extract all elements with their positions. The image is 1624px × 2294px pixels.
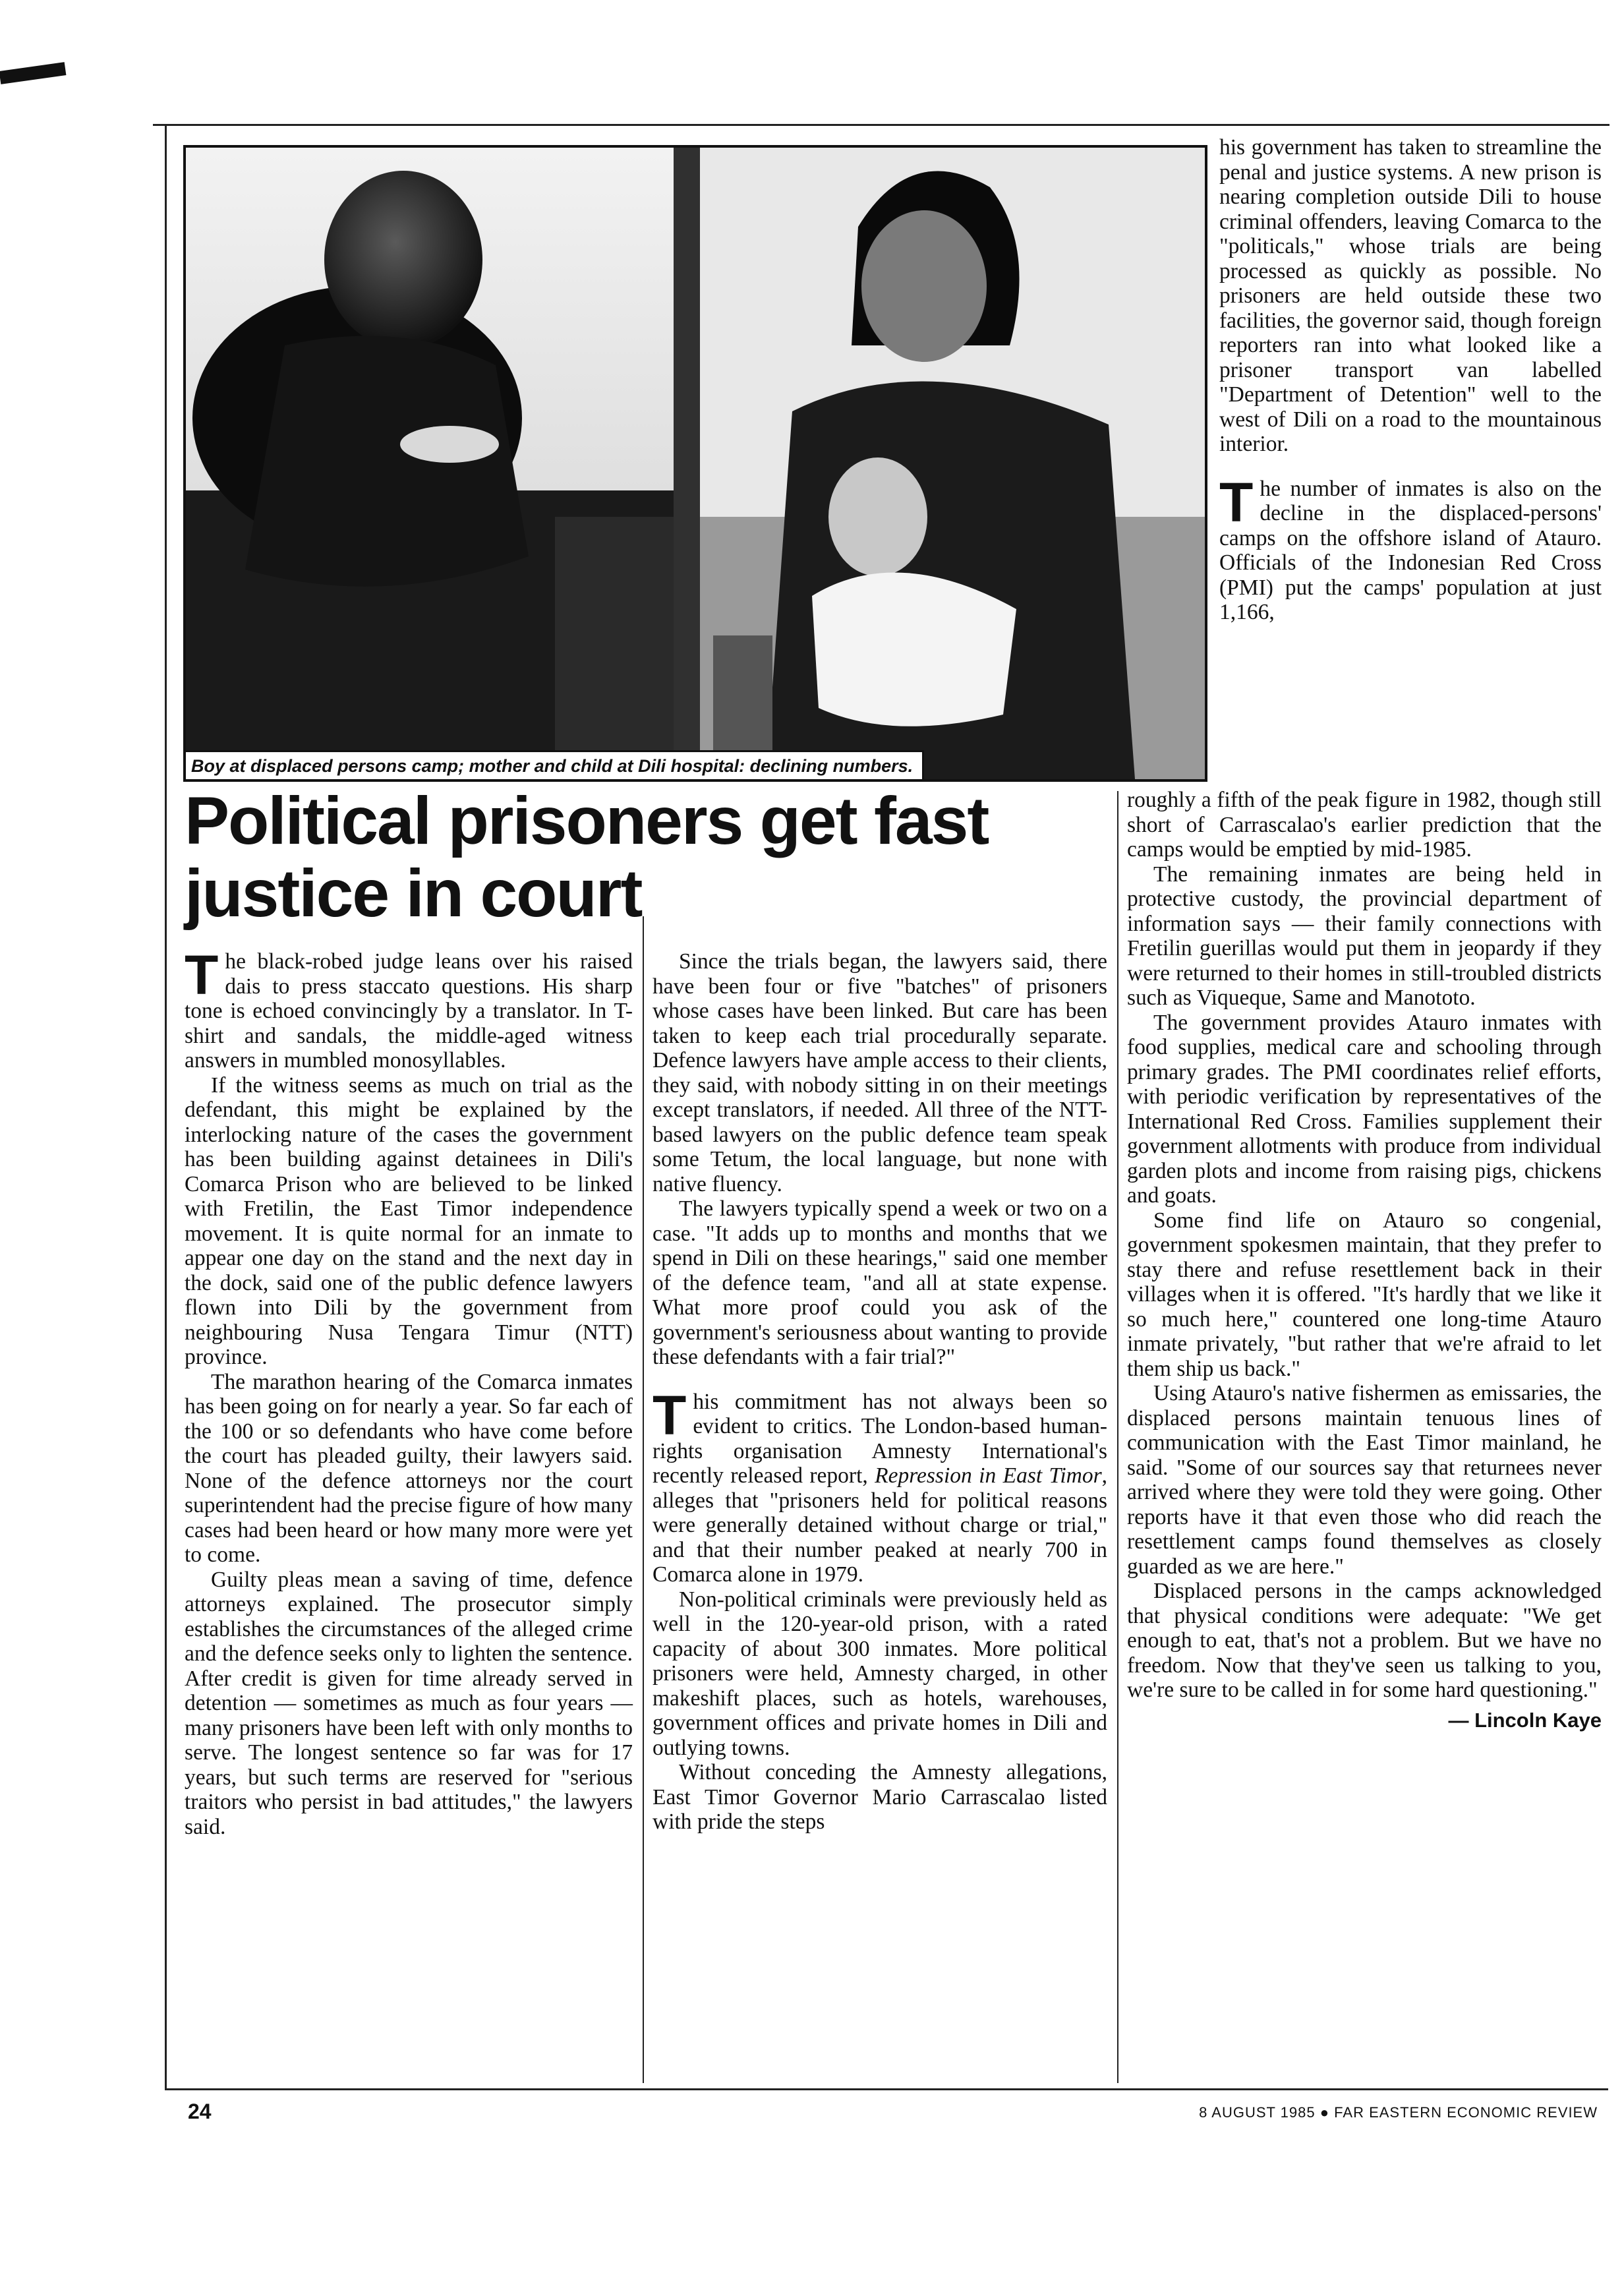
paragraph: Guilty pleas mean a saving of time, defence attorneys explained. The prosecutor simply establishes the circumstances of the alleged crime and the defence seeks only to lighten the sentence. After credit is given for time already served in detention — sometimes as much as four years — many prisoners have been left with only months to serve. The longest sentence so far was for 17 years, but such terms are reserved for "serious traitors who persist in bad attitudes," the lawyers said.	[185, 1567, 633, 1839]
paragraph-text: he number of inmates is also on the decline in the displaced-persons' camps on the offshore island of Atauro. Officials of the Indonesian Red Cross (PMI) put the camps' population at just 1,166,	[1219, 476, 1602, 624]
drop-cap: T	[652, 1384, 687, 1446]
byline: — Lincoln Kaye	[1448, 1708, 1602, 1732]
headline: Political prisoners get fast justice in court	[185, 783, 989, 931]
column-3-bottom	[1127, 788, 1602, 1732]
publication-name: FAR EASTERN ECONOMIC REVIEW	[1334, 2104, 1598, 2121]
report-title: Repression in East Timor	[875, 1463, 1102, 1488]
bottom-rule	[165, 2088, 1608, 2090]
page-number: 24	[188, 2100, 212, 2123]
paragraph: roughly a fifth of the peak figure in 1982, though still short of Carrascalao's earlier prediction that the camps would be emptied by mid-1985.	[1127, 788, 1602, 862]
paragraph: The lawyers typically spend a week or two on a case. "It adds up to months and months that we spend in Dili on these hearings," said one member of the defence team, "and all at state expense. What more proof could you ask of the government's seriousness about wanting to provide these defendants with a fair trial?"	[652, 1196, 1107, 1369]
issue-line	[1199, 2104, 1598, 2121]
column-3-top	[1219, 135, 1602, 625]
issue-date: 8 AUGUST 1985	[1199, 2104, 1316, 2121]
photo	[183, 145, 1207, 782]
column-2	[652, 949, 1107, 1835]
paragraph-text: his commitment has not always been so evident to critics. The London-based human-rights organisation Amnesty International's recently released report,	[652, 1389, 1107, 1488]
drop-cap: T	[185, 944, 219, 1006]
top-rule	[153, 124, 1610, 126]
photo-caption: Boy at displaced persons camp; mother and child at Dili hospital: declining numbers.	[186, 750, 924, 779]
paragraph: Non-political criminals were previously held as well in the 120-year-old prison, with a rated capacity of about 300 inmates. More political prisoners were held, Amnesty charged, in other makeshift places, such as hotels, warehouses, government offices and private homes in Dili and outlying towns.	[652, 1587, 1107, 1760]
registration-mark	[0, 62, 66, 84]
drop-cap: T	[1219, 471, 1254, 533]
column-rule	[1117, 791, 1118, 2083]
paragraph: The government provides Atauro inmates with food supplies, medical care and schooling through primary grades. The PMI coordinates relief efforts, with periodic verification by representatives of the International Red Cross. Families supplement their government allotments with produce from individual garden plots and income from raising pigs, chickens and goats.	[1127, 1010, 1602, 1208]
paragraph	[185, 944, 633, 1073]
paragraph: The remaining inmates are being held in protective custody, the provincial department of information says — their family connections with Fretilin guerillas would put them in jeopardy if they were returned to their homes in still-troubled districts such as Viqueque, Same and Manototo.	[1127, 862, 1602, 1010]
paragraph: his government has taken to streamline the penal and justice systems. A new prison is nearing completion outside Dili to house criminal offenders, leaving Comarca to the "politicals," whose trials are being processed as quickly as possible. No prisoners are held outside these two facilities, the governor said, though foreign reporters ran into what looked like a prisoner transport van labelled "Department of Detention" well to the west of Dili on a road to the mountainous interior.	[1219, 135, 1602, 456]
photo-image	[186, 148, 1205, 779]
paragraph: Displaced persons in the camps acknowledged that physical conditions were adequate: "We get enough to eat, that's not a problem. But we have no freedom. Now that they've seen us talking to you, we're sure to be called in for some hard questioning."	[1127, 1579, 1602, 1702]
paragraph: Some find life on Atauro so congenial, government spokesmen maintain, that they prefer to stay there and refuse resettlement back in their villages when it is offered. "It's hardly that we like it so much here," countered one long-time Atauro inmate privately, "but rather that we're afraid to let them ship us back."	[1127, 1208, 1602, 1381]
paragraph: The marathon hearing of the Comarca inmates has been going on for nearly a year. So far each of the 100 or so defendants who have come before the court has pleaded guilty, their lawyers said. None of the defence attorneys nor the court superintendent had the precise figure of how many cases had been heard or how many more were yet to come.	[185, 1369, 633, 1567]
paragraph-text: , alleges that "prisoners held for political reasons were generally detained without charge or trial," and that their number peaked at nearly 700 in Comarca alone in 1979.	[652, 1463, 1107, 1587]
paragraph: Using Atauro's native fishermen as emissaries, the displaced persons maintain tenuous lines of communication with the East Timor mainland, he said. "Some of our sources say that returnees never arrived where they were told they were going. Other reports have it that even those who did reach the resettlement camps found themselves as closely guarded as we are here."	[1127, 1381, 1602, 1579]
column-rule	[643, 916, 644, 2083]
paragraph	[652, 1384, 1107, 1587]
paragraph	[1219, 471, 1602, 625]
column-1	[185, 944, 633, 1839]
bullet-icon: ●	[1320, 2104, 1330, 2121]
paragraph-text: he black-robed judge leans over his raised dais to press staccato questions. His sharp tone is echoed convincingly by a translator. In T-shirt and sandals, the middle-aged witness answers in mumbled monosyllables.	[185, 949, 633, 1073]
paragraph: Since the trials began, the lawyers said, there have been four or five "batches" of prisoners whose cases have been linked. But care has been taken to keep each trial procedurally separate. Defence lawyers have ample access to their clients, they said, with nobody sitting in on their meetings except translators, if needed. All three of the NTT-based lawyers on the public defence team speak some Tetum, the local language, but none with native fluency.	[652, 949, 1107, 1196]
paragraph: If the witness seems as much on trial as the defendant, this might be explained by the interlocking nature of the cases the government has been building against detainees in Dili's Comarca Prison who are believed to be linked with Fretilin, the East Timor independence movement. It is quite normal for an inmate to appear one day on the stand and the next day in the dock, said one of the public defence lawyers flown into Dili by the government from neighbouring Nusa Tengara Timur (NTT) province.	[185, 1073, 633, 1369]
left-rule	[165, 124, 167, 2090]
paragraph: Without conceding the Amnesty allegations, East Timor Governor Mario Carrascalao listed with pride the steps	[652, 1760, 1107, 1834]
